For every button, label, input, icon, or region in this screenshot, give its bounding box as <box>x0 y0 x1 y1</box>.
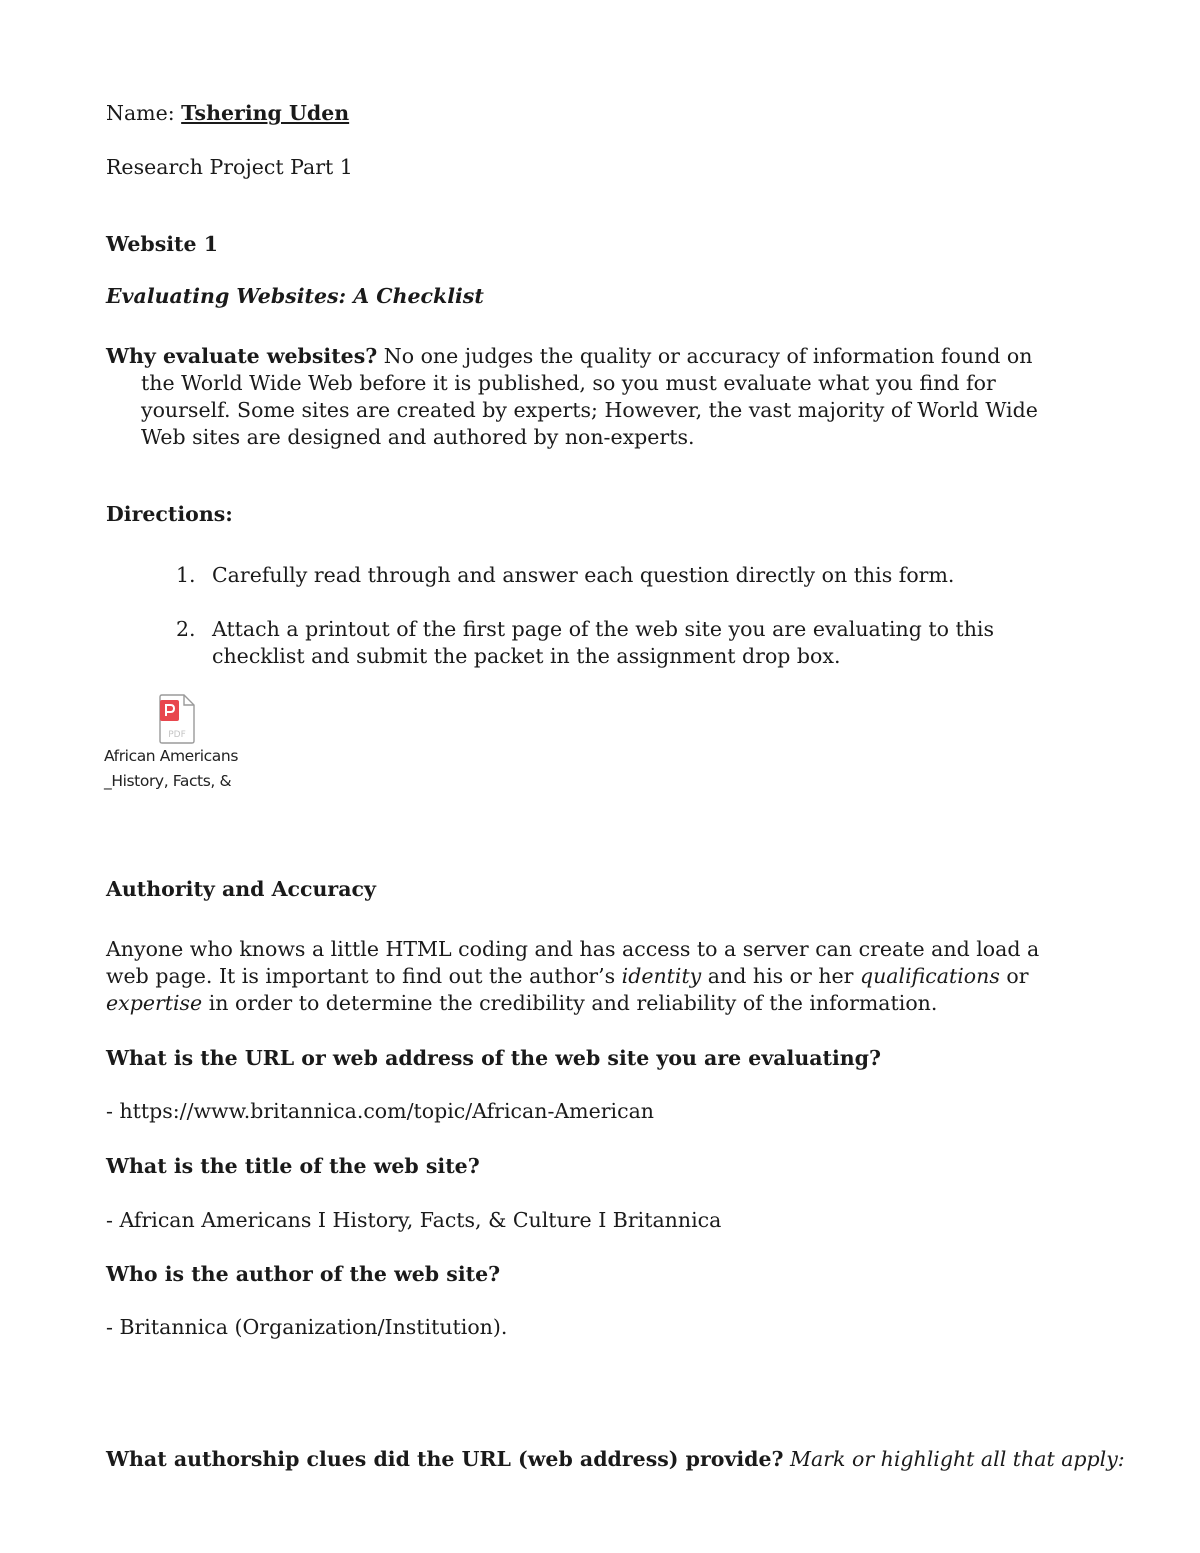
attachment-label <box>104 744 238 794</box>
direction-number: 2. <box>176 617 196 641</box>
directions-heading: Directions: <box>106 502 233 526</box>
authorship-clues-question <box>106 1446 1125 1473</box>
website-heading: Website 1 <box>106 232 218 256</box>
project-title: Research Project Part 1 <box>106 155 353 179</box>
question-url: What is the URL or web address of the web site you are evaluating? <box>106 1046 882 1070</box>
authorship-clues-instruction: Mark or highlight all that apply: <box>783 1447 1125 1471</box>
attachment-label-line: African Americans <box>104 747 238 765</box>
why-evaluate-lead: Why evaluate websites? <box>106 344 378 368</box>
direction-number: 1. <box>176 563 196 587</box>
authority-paragraph <box>106 936 1066 1017</box>
student-name: Tshering Uden <box>181 101 350 125</box>
answer-url: - https://www.britannica.com/topic/African-American <box>106 1099 655 1123</box>
direction-item: Attach a printout of the first page of the web site you are evaluating to this checklist and submit the packet in the assignment drop box. <box>212 617 994 668</box>
name-label: Name: <box>106 101 182 125</box>
direction-item: Carefully read through and answer each question directly on this form. <box>212 563 955 587</box>
authority-text: Anyone who knows a little HTML coding and has access to a server can create and load a web page. It is important to find out the author’s <box>106 937 1040 988</box>
question-author: Who is the author of the web site? <box>106 1262 501 1286</box>
question-title: What is the title of the web site? <box>106 1154 480 1178</box>
expertise-term: expertise <box>106 991 203 1015</box>
pdf-file-icon <box>156 694 196 744</box>
attachment-label-line: _History, Facts, & <box>104 772 232 790</box>
answer-title: - African Americans I History, Facts, & Culture I Britannica <box>106 1208 722 1232</box>
why-evaluate-text: No one judges the quality or accuracy of information found on the World Wide Web before it is published, so you must evaluate what you find for yourself. Some sites are created by experts; However, the vast majority of World Wide Web sites are designed and authored by non-experts. <box>141 344 1038 449</box>
authority-text: or <box>999 964 1029 988</box>
identity-term: identity <box>621 964 702 988</box>
svg-text:PDF: PDF <box>168 730 186 740</box>
name-line <box>106 100 349 127</box>
checklist-subtitle: Evaluating Websites: A Checklist <box>106 284 484 308</box>
authority-heading: Authority and Accuracy <box>106 877 376 901</box>
authority-text: and his or her <box>701 964 860 988</box>
authority-text: in order to determine the credibility and reliability of the information. <box>202 991 938 1015</box>
why-evaluate-paragraph <box>106 343 1061 451</box>
answer-author: - Britannica (Organization/Institution). <box>106 1315 508 1339</box>
authorship-clues-lead: What authorship clues did the URL (web address) provide? <box>106 1447 784 1471</box>
qualifications-term: qualifications <box>859 964 1000 988</box>
